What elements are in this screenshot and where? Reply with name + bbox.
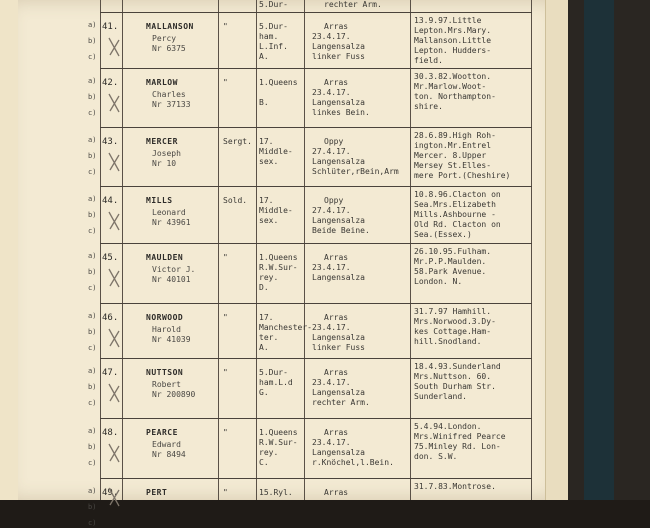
- details-line: 58.Park Avenue.: [414, 267, 487, 276]
- row-sublabel: c): [88, 53, 97, 61]
- unit-line: 15.Ryl.: [259, 488, 293, 497]
- table-row: [88, 303, 532, 358]
- capture-line: Oppy: [324, 196, 344, 205]
- rank: Sergt.: [223, 137, 252, 146]
- rank: ": [223, 368, 228, 377]
- handwritten-check-icon: [107, 442, 121, 464]
- unit-line: 5.Dur-: [259, 368, 288, 377]
- unit-line: ham.L.d: [259, 378, 293, 387]
- row-rule: [100, 68, 532, 69]
- unit-line: 17.: [259, 137, 274, 146]
- entry-number: 42.: [102, 78, 119, 88]
- capture-line: r.Knöchel,l.Bein.: [312, 458, 394, 467]
- unit-line: A.: [259, 52, 269, 61]
- details-line: Sea.(Essex.): [414, 230, 472, 239]
- unit-line: 1.Queens: [259, 253, 298, 262]
- handwritten-check-icon: [107, 151, 121, 173]
- table-row: [88, 127, 532, 186]
- row-sublabel: b): [88, 211, 97, 219]
- table-row: [88, 358, 532, 418]
- details-line: 31.7.97 Hamhill.: [414, 307, 492, 316]
- details-line: ington.Mr.Entrel: [414, 141, 492, 150]
- details-line: 10.8.96.Clacton on: [414, 190, 501, 199]
- details-line: Mrs.Norwood.3.Dy-: [414, 317, 496, 326]
- row-sublabel: b): [88, 383, 97, 391]
- capture-line: Schlüter,rBein,Arm: [312, 167, 399, 176]
- capture-line: linkes Bein.: [312, 108, 370, 117]
- row-sublabel: c): [88, 399, 97, 407]
- details-line: Mrs.Winifred Pearce: [414, 432, 506, 441]
- row-sublabel: a): [88, 195, 97, 203]
- unit-line: rey.: [259, 273, 279, 282]
- unit-line: ter.: [259, 333, 279, 342]
- capture-line: Langensalza: [312, 333, 365, 342]
- handwritten-check-icon: [107, 267, 121, 289]
- given-name: Edward: [152, 440, 181, 449]
- entry-number: 47.: [102, 368, 119, 378]
- row-sublabel: b): [88, 503, 97, 511]
- unit-line: R.W.Sur-: [259, 438, 298, 447]
- handwritten-check-icon: [107, 327, 121, 349]
- unit-line: 5.Dur-: [259, 0, 288, 9]
- service-number: Nr 200890: [152, 390, 196, 399]
- row-sublabel: c): [88, 109, 97, 117]
- page-stack-edge: [545, 0, 568, 500]
- row-sublabel: b): [88, 93, 97, 101]
- unit-line: R.W.Sur-: [259, 263, 298, 272]
- service-number: Nr 37133: [152, 100, 191, 109]
- capture-line: 27.4.17.: [312, 206, 351, 215]
- details-line: Mrs.Nuttson. 60.: [414, 372, 492, 381]
- unit-line: ham.: [259, 32, 279, 41]
- row-sublabel: b): [88, 37, 97, 45]
- row-rule: [100, 243, 532, 244]
- unit-line: Middle-: [259, 147, 293, 156]
- row-sublabel: a): [88, 312, 97, 320]
- row-sublabel: c): [88, 519, 97, 527]
- surname: PEARCE: [146, 428, 178, 437]
- unit-line: 1.Queens: [259, 78, 298, 87]
- handwritten-check-icon: [107, 382, 121, 404]
- row-sublabel: b): [88, 268, 97, 276]
- surname: MALLANSON: [146, 22, 194, 31]
- details-line: Mercer. 8.Upper: [414, 151, 487, 160]
- details-line: 18.4.93.Sunderland: [414, 362, 501, 371]
- table-row: [88, 12, 532, 68]
- row-sublabel: a): [88, 21, 97, 29]
- details-line: Sea.Mrs.Elizabeth: [414, 200, 496, 209]
- service-number: Nr 43961: [152, 218, 191, 227]
- row-rule: [100, 12, 532, 13]
- handwritten-check-icon: [107, 210, 121, 232]
- capture-line: Langensalza: [312, 157, 365, 166]
- rank: ": [223, 428, 228, 437]
- details-line: Lepton.Mrs.Mary.: [414, 26, 492, 35]
- capture-line: Arras: [324, 78, 349, 87]
- details-line: ton. Northampton-: [414, 92, 496, 101]
- rank: ": [223, 313, 228, 322]
- entry-number: 41.: [102, 22, 119, 32]
- given-name: Leonard: [152, 208, 186, 217]
- unit-line: sex.: [259, 157, 279, 166]
- table-row: [88, 243, 532, 303]
- details-line: 31.7.83.Montrose.: [414, 482, 496, 491]
- handwritten-check-icon: [107, 36, 121, 58]
- row-sublabel: a): [88, 77, 97, 85]
- row-rule: [100, 478, 532, 479]
- surname: MERCER: [146, 137, 178, 146]
- row-sublabel: c): [88, 284, 97, 292]
- row-rule: [100, 127, 532, 128]
- capture-line: Langensalza: [312, 42, 365, 51]
- capture-line: linker Fuss: [312, 343, 365, 352]
- row-sublabel: a): [88, 487, 97, 495]
- details-line: mere Port.(Cheshire): [414, 171, 511, 180]
- details-line: don. S.W.: [414, 452, 458, 461]
- capture-line: Arras: [324, 22, 349, 31]
- entry-number: 43.: [102, 137, 119, 147]
- row-rule: [100, 303, 532, 304]
- surname: NORWOOD: [146, 313, 184, 322]
- details-line: 26.10.95.Fulham.: [414, 247, 492, 256]
- capture-line: Arras: [324, 368, 349, 377]
- entry-number: 46.: [102, 313, 119, 323]
- surname: MARLOW: [146, 78, 178, 87]
- capture-line: 23.4.17.: [312, 438, 351, 447]
- table-row: [88, 186, 532, 243]
- given-name: Robert: [152, 380, 181, 389]
- capture-line: 23.4.17.: [312, 378, 351, 387]
- details-line: 30.3.82.Wootton.: [414, 72, 492, 81]
- capture-line: Oppy: [324, 137, 344, 146]
- unit-line: 17.: [259, 196, 274, 205]
- unit-line: Manchester-: [259, 323, 312, 332]
- capture-line: rechter Arm.: [324, 0, 382, 9]
- capture-line: Arras: [324, 253, 349, 262]
- capture-line: Arras: [324, 428, 349, 437]
- row-sublabel: a): [88, 427, 97, 435]
- details-line: London. N.: [414, 277, 463, 286]
- handwritten-check-icon: [107, 92, 121, 114]
- row-rule: [100, 186, 532, 187]
- table-row: [88, 418, 532, 478]
- capture-line: Arras: [324, 488, 349, 497]
- surname: MILLS: [146, 196, 173, 205]
- capture-line: Langensalza: [312, 273, 365, 282]
- unit-line: B.: [259, 98, 269, 107]
- table-row: [100, 0, 532, 12]
- unit-line: A.: [259, 343, 269, 352]
- capture-line: 23.4.17.: [312, 32, 351, 41]
- surname: PERT: [146, 488, 168, 497]
- capture-line: Langensalza: [312, 216, 365, 225]
- unit-line: C.: [259, 458, 269, 467]
- capture-line: 23.4.17.: [312, 88, 351, 97]
- entry-number: 48.: [102, 428, 119, 438]
- surname: NUTTSON: [146, 368, 184, 377]
- details-line: Mr.Marlow.Woot-: [414, 82, 487, 91]
- service-number: Nr 6375: [152, 44, 186, 53]
- unit-line: L.Inf.: [259, 42, 288, 51]
- given-name: Percy: [152, 34, 177, 43]
- row-sublabel: c): [88, 227, 97, 235]
- details-line: field.: [414, 56, 443, 65]
- details-line: 28.6.89.High Roh-: [414, 131, 496, 140]
- register-table: [88, 0, 532, 527]
- details-line: Mills.Ashbourne -: [414, 210, 496, 219]
- details-line: South Durham Str.: [414, 382, 496, 391]
- table-row: [88, 478, 532, 527]
- row-sublabel: c): [88, 168, 97, 176]
- handwritten-check-icon: [107, 486, 121, 508]
- rank: ": [223, 78, 228, 87]
- service-number: Nr 8494: [152, 450, 186, 459]
- unit-line: 5.Dur-: [259, 22, 288, 31]
- row-sublabel: a): [88, 367, 97, 375]
- capture-line: rechter Arm.: [312, 398, 370, 407]
- given-name: Charles: [152, 90, 186, 99]
- entry-number: 44.: [102, 196, 119, 206]
- unit-line: 17.: [259, 313, 274, 322]
- details-line: Sunderland.: [414, 392, 467, 401]
- capture-line: 23.4.17.: [312, 323, 351, 332]
- details-line: Mr.P.P.Maulden.: [414, 257, 487, 266]
- row-sublabel: a): [88, 136, 97, 144]
- unit-line: G.: [259, 388, 269, 397]
- given-name: Joseph: [152, 149, 181, 158]
- rank: ": [223, 22, 228, 31]
- rank: ": [223, 253, 228, 262]
- unit-line: sex.: [259, 216, 279, 225]
- service-number: Nr 10: [152, 159, 177, 168]
- unit-line: rey.: [259, 448, 279, 457]
- left-page-edge: [0, 0, 19, 500]
- capture-line: Langensalza: [312, 98, 365, 107]
- entry-number: 49.: [102, 488, 119, 498]
- row-sublabel: c): [88, 459, 97, 467]
- capture-line: Langensalza: [312, 448, 365, 457]
- details-line: kes Cottage.Ham-: [414, 327, 492, 336]
- row-sublabel: c): [88, 344, 97, 352]
- unit-line: Middle-: [259, 206, 293, 215]
- table-row: [88, 68, 532, 127]
- row-rule: [100, 358, 532, 359]
- row-sublabel: b): [88, 443, 97, 451]
- row-sublabel: a): [88, 252, 97, 260]
- rank: Sold.: [223, 196, 248, 205]
- surname: MAULDEN: [146, 253, 184, 262]
- details-line: Mallanson.Little: [414, 36, 492, 45]
- capture-line: linker Fuss: [312, 52, 365, 61]
- capture-line: 23.4.17.: [312, 263, 351, 272]
- row-rule: [100, 418, 532, 419]
- row-sublabel: b): [88, 152, 97, 160]
- details-line: 13.9.97.Little: [414, 16, 482, 25]
- capture-line: Langensalza: [312, 388, 365, 397]
- details-line: 5.4.94.London.: [414, 422, 482, 431]
- details-line: Old Rd. Clacton on: [414, 220, 501, 229]
- details-line: 75.Minley Rd. Lon-: [414, 442, 501, 451]
- details-line: Mersey St.Elles-: [414, 161, 492, 170]
- service-number: Nr 40101: [152, 275, 191, 284]
- service-number: Nr 41039: [152, 335, 191, 344]
- capture-line: Beide Beine.: [312, 226, 370, 235]
- book-spine: [584, 0, 614, 500]
- given-name: Harold: [152, 325, 181, 334]
- unit-line: D.: [259, 283, 269, 292]
- capture-line: Arras: [324, 313, 349, 322]
- details-line: shire.: [414, 102, 443, 111]
- entry-number: 45.: [102, 253, 119, 263]
- unit-line: 1.Queens: [259, 428, 298, 437]
- given-name: Victor J.: [152, 265, 196, 274]
- row-sublabel: b): [88, 328, 97, 336]
- capture-line: 27.4.17.: [312, 147, 351, 156]
- details-line: hill.Snodland.: [414, 337, 482, 346]
- rank: ": [223, 488, 228, 497]
- details-line: Lepton. Hudders-: [414, 46, 492, 55]
